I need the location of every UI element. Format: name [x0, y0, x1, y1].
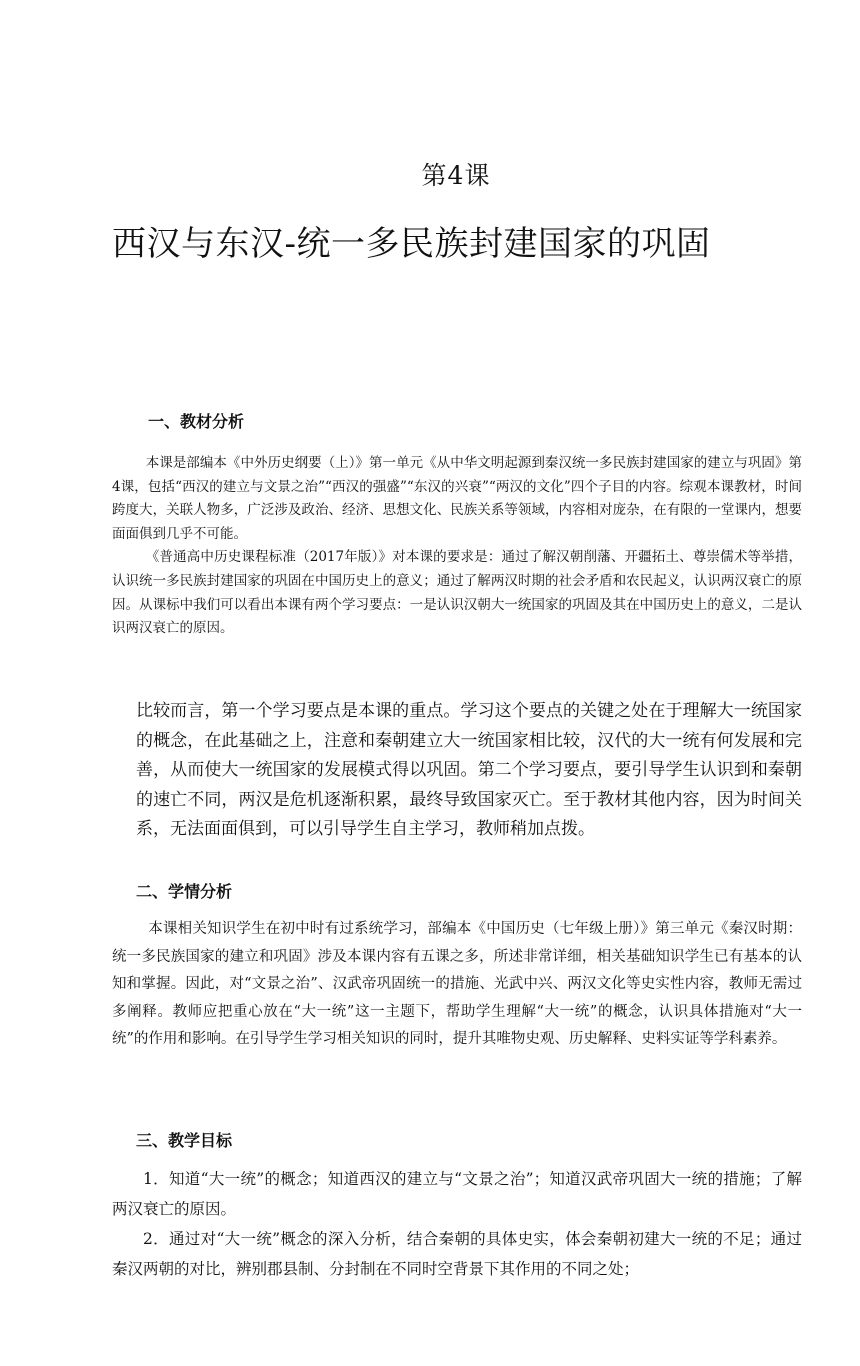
paragraph: 本课是部编本《中外历史纲要（上）》第一单元《从中华文明起源到秦汉统一多民族封建国家的建立与巩固》第4课，包括“西汉的建立与文景之治”“西汉的强盛”“东汉的兴衰”“两汉的文化”四个子目的内容。综观本课教材，时间跨度大，关联人物多，广泛涉及政治、经济、思想文化、民族关系等领域，内容相对庞杂，在有限的一堂课内，想要面面俱到几乎不可能。 — [112, 455, 802, 542]
emphasis-paragraph: 比较而言，第一个学习要点是本课的重点。学习这个要点的关键之处在于理解大一统国家的概念，在此基础之上，注意和秦朝建立大一统国家相比较，汉代的大一统有何发展和完善，从而使大一统国家的发展模式得以巩固。第二个学习要点，要引导学生认识到和秦朝的速亡不同，两汉是危机逐渐积累，最终导致国家灭亡。至于教材其他内容，因为时间关系，无法面面俱到，可以引导学生自主学习，教师稍加点拨。 — [136, 701, 802, 839]
lesson-title: 西汉与东汉-统一多民族封建国家的巩固 — [112, 224, 711, 264]
paragraph: 《普通高中历史课程标准（2017年版）》对本课的要求是：通过了解汉朝削藩、开疆拓土、尊崇儒术等举措，认识统一多民族封建国家的巩固在中国历史上的意义；通过了解两汉时期的社会矛盾和农民起义，认识两汉衰亡的原因。从课标中我们可以看出本课有两个学习要点：一是认识汉朝大一统国家的巩固及其在中国历史上的意义，二是认识两汉衰亡的原因。 — [112, 549, 802, 637]
paragraph: 本课相关知识学生在初中时有过系统学习，部编本《中国历史（七年级上册）》第三单元《秦汉时期：统一多民族国家的建立和巩固》涉及本课内容有五课之多，所述非常详细，相关基础知识学生已有基本的认知和掌握。因此，对“文景之治”、汉武帝巩固统一的措施、光武中兴、两汉文化等史实性内容，教师无需过多阐释。教师应把重心放在“大一统”这一主题下，帮助学生理解“大一统”的概念，认识具体措施对“大一统”的作用和影响。在引导学生学习相关知识的同时，提升其唯物史观、历史解释、史料实证等学科素养。 — [112, 921, 802, 1047]
section-body-teaching-goals — [112, 1164, 802, 1284]
section-heading-textbook-analysis: 一、教材分析 — [148, 412, 245, 431]
section-heading-teaching-goals: 三、教学目标 — [136, 1131, 233, 1150]
section-heading-learner-analysis: 二、学情分析 — [136, 882, 233, 901]
section-body-learner-analysis — [112, 916, 802, 1054]
goal-item: 2．通过对“大一统”概念的深入分析，结合秦朝的具体史实，体会秦朝初建大一统的不足；通过秦汉两朝的对比，辨别郡县制、分封制在不同时空背景下其作用的不同之处； — [112, 1230, 802, 1278]
section-body-textbook-analysis — [112, 452, 802, 641]
lesson-number: 第4课 — [421, 161, 491, 190]
goal-item: 1．知道“大一统”的概念；知道西汉的建立与“文景之治”；知道汉武帝巩固大一统的措施；了解两汉衰亡的原因。 — [112, 1170, 802, 1218]
